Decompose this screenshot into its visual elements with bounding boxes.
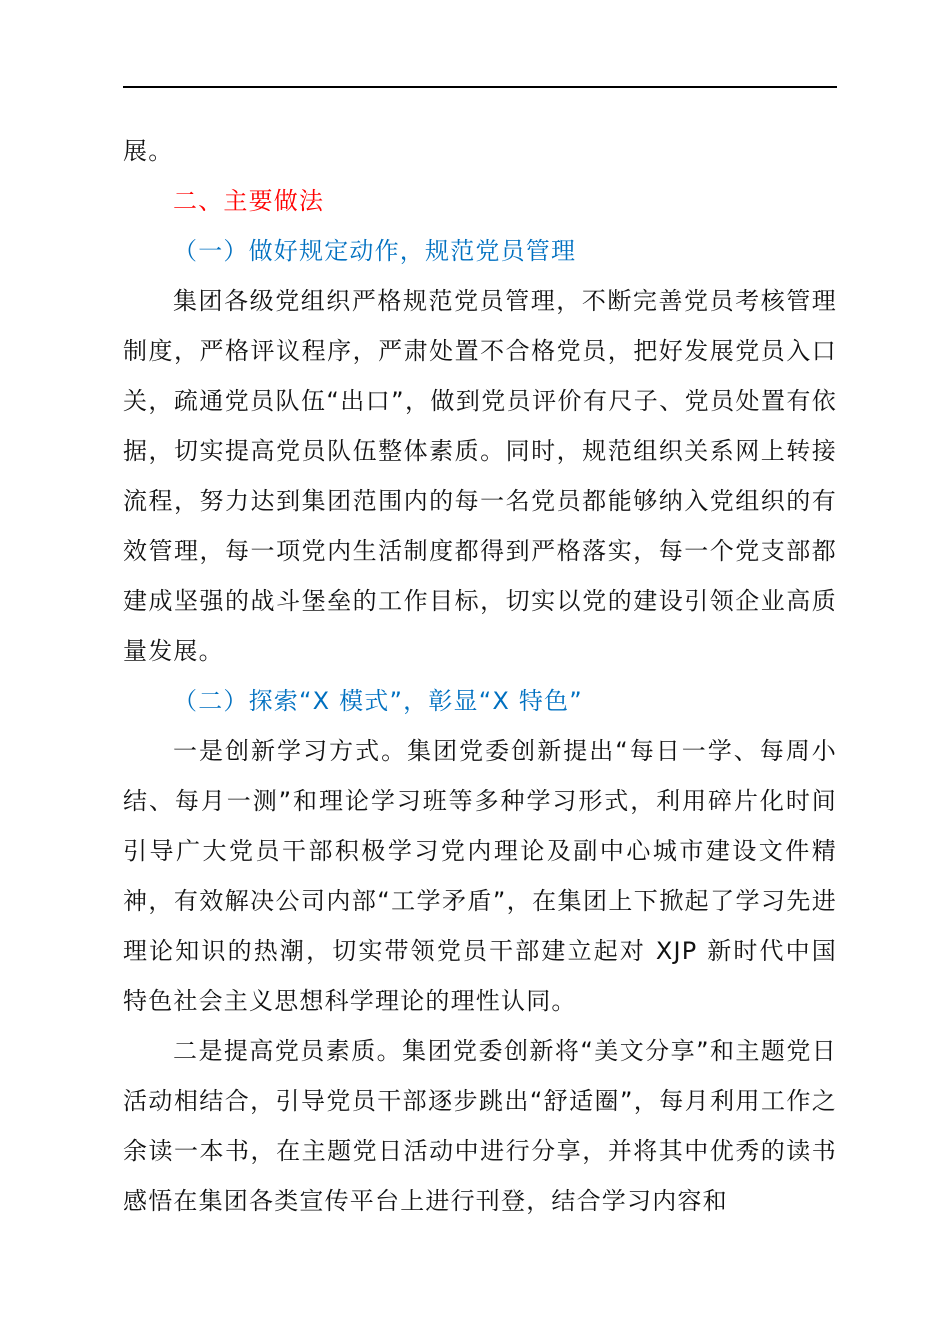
continuation-paragraph: 展。 — [123, 137, 174, 165]
section-heading: 二、主要做法 — [173, 187, 325, 215]
subsection-heading-1: （一）做好规定动作，规范党员管理 — [173, 237, 577, 265]
document-body — [123, 126, 837, 1226]
header-rule — [123, 86, 837, 88]
paragraph-party-member-management: 集团各级党组织严格规范党员管理，不断完善党员考核管理制度，严格评议程序，严肃处置不合格党员，把好发展党员入口关，疏通党员队伍“出口”，做到党员评价有尺子、党员处置有依据，切实提高党员队伍整体素质。同时，规范组织关系网上转接流程，努力达到集团范围内的每一名党员都能够纳入党组织的有效管理，每一项党内生活制度都得到严格落实，每一个党支部都建成坚强的战斗堡垒的工作目标，切实以党的建设引领企业高质量发展。 — [123, 287, 837, 665]
paragraph-member-quality: 二是提高党员素质。集团党委创新将“美文分享”和主题党日活动相结合，引导党员干部逐步跳出“舒适圈”，每月利用工作之余读一本书，在主题党日活动中进行分享，并将其中优秀的读书感悟在集团各类宣传平台上进行刊登，结合学习内容和 — [123, 1037, 837, 1215]
paragraph-learning-methods: 一是创新学习方式。集团党委创新提出“每日一学、每周小结、每月一测”和理论学习班等多种学习形式，利用碎片化时间引导广大党员干部积极学习党内理论及副中心城市建设文件精神，有效解决公司内部“工学矛盾”，在集团上下掀起了学习先进理论知识的热潮，切实带领党员干部建立起对 XJP 新时代中国特色社会主义思想科学理论的理性认同。 — [123, 737, 837, 1015]
subsection-heading-2: （二）探索“X 模式”，彰显“X 特色” — [173, 687, 583, 715]
